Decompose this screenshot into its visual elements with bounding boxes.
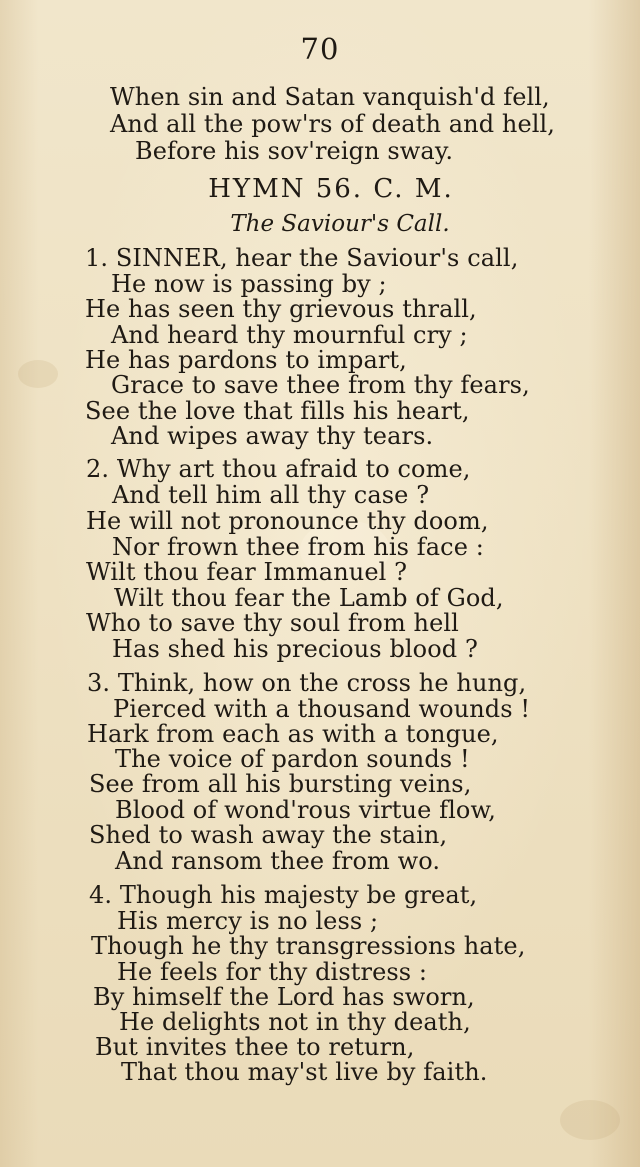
hymn-subtitle: The Saviour's Call. <box>230 211 450 237</box>
verse-line: The voice of pardon sounds ! <box>115 745 470 773</box>
verse-line: Who to save thy soul from hell <box>86 609 459 637</box>
verse-line: See the love that fills his heart, <box>85 397 470 425</box>
verse-line: And tell him all thy case ? <box>112 481 430 509</box>
verse-line: His mercy is no less ; <box>117 907 379 935</box>
verse-line: He delights not in thy death, <box>119 1008 471 1036</box>
verse-line: By himself the Lord has sworn, <box>93 983 475 1011</box>
verse-line: Though he thy transgressions hate, <box>91 932 526 960</box>
verse-line: And heard thy mournful cry ; <box>111 321 468 349</box>
verse-line: Has shed his precious blood ? <box>112 635 478 663</box>
verse-line: And wipes away thy tears. <box>111 422 434 450</box>
verse-line: And ransom thee from wo. <box>115 847 441 875</box>
verse-line: Wilt thou fear Immanuel ? <box>86 558 408 586</box>
verse-line: Nor frown thee from his face : <box>112 533 484 561</box>
hymn-title: HYMN 56. C. M. <box>208 174 454 204</box>
verse-line: Blood of wond'rous virtue flow, <box>115 796 496 824</box>
verse-line: When sin and Satan vanquish'd fell, <box>110 83 550 111</box>
verse-line: 2. Why art thou afraid to come, <box>86 455 471 483</box>
verse-line: Before his sov'reign sway. <box>135 137 454 165</box>
verse-line: He feels for thy distress : <box>117 958 428 986</box>
verse-line: He will not pronounce thy doom, <box>86 507 489 535</box>
verse-line: Grace to save thee from thy fears, <box>111 371 530 399</box>
verse-line: Pierced with a thousand wounds ! <box>113 695 531 723</box>
paper-stain <box>560 1100 620 1140</box>
paper-stain <box>18 360 58 388</box>
verse-line: He has seen thy grievous thrall, <box>85 295 477 323</box>
verse-line: But invites thee to return, <box>95 1033 415 1061</box>
verse-line: 3. Think, how on the cross he hung, <box>87 669 527 697</box>
verse-line: 4. Though his majesty be great, <box>89 881 478 909</box>
verse-line: Wilt thou fear the Lamb of God, <box>114 584 504 612</box>
verse-line: And all the pow'rs of death and hell, <box>110 110 556 138</box>
verse-line: Hark from each as with a tongue, <box>87 720 499 748</box>
page-number: 70 <box>300 32 340 66</box>
verse-line: He now is passing by ; <box>111 270 387 298</box>
verse-line: Shed to wash away the stain, <box>89 821 448 849</box>
verse-line: 1. SINNER, hear the Saviour's call, <box>85 244 519 272</box>
verse-line: That thou may'st live by faith. <box>121 1058 488 1086</box>
verse-line: He has pardons to impart, <box>85 346 407 374</box>
verse-line: See from all his bursting veins, <box>89 770 472 798</box>
